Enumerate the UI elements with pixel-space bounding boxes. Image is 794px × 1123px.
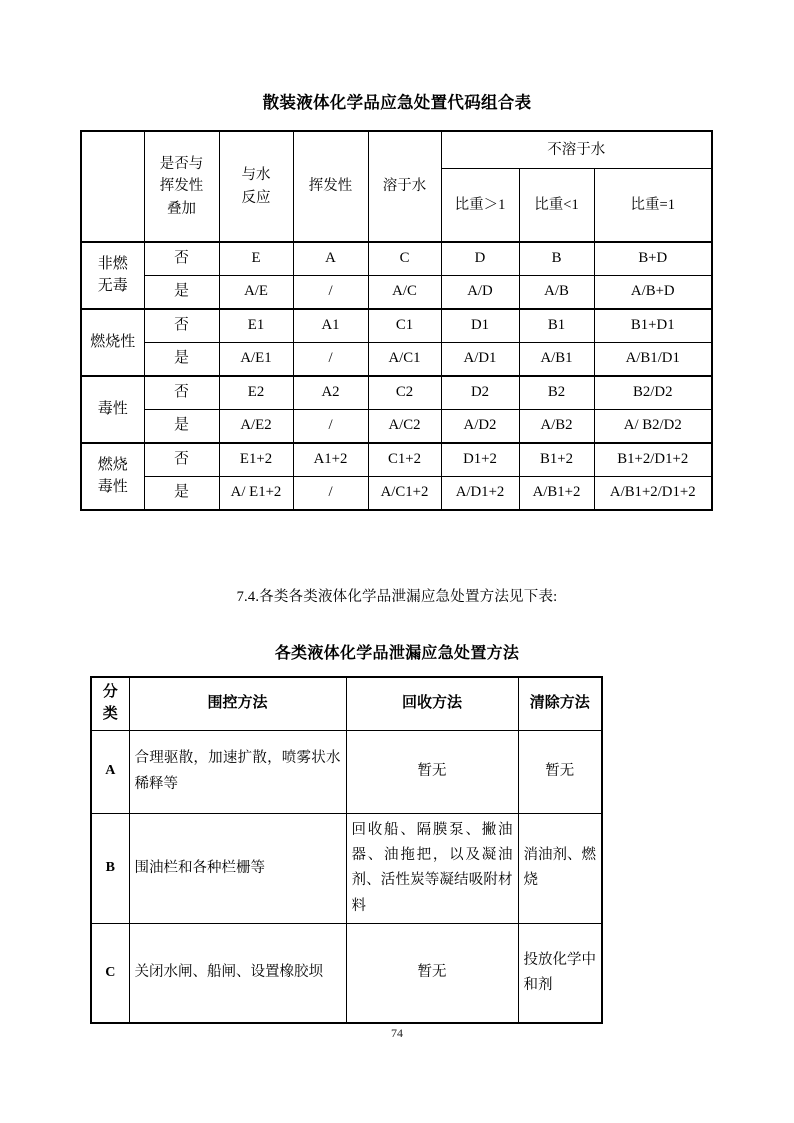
cell-category: C — [91, 924, 129, 1024]
cell-overlay: 是 — [144, 343, 219, 377]
header-insoluble-group: 不溶于水 — [441, 131, 712, 169]
cell-eq1: A/ B2/D2 — [594, 410, 712, 444]
cell-soluble: A/C2 — [368, 410, 441, 444]
header-density-lt-1: 比重<1 — [519, 169, 594, 243]
table-header-row-1 — [81, 131, 712, 169]
cell-eq1: B+D — [594, 242, 712, 276]
header-containment: 围控方法 — [129, 677, 346, 730]
cell-react: A/E2 — [219, 410, 293, 444]
cell-soluble: C2 — [368, 376, 441, 410]
cell-eq1: A/B1+2/D1+2 — [594, 477, 712, 511]
cell-gt1: D2 — [441, 376, 519, 410]
row-group-label-0 — [81, 242, 144, 309]
table-row — [91, 730, 602, 813]
cell-containment: 关闭水闸、船闸、设置橡胶坝 — [129, 924, 346, 1024]
cell-soluble: C1 — [368, 309, 441, 343]
header-category: 分类 — [91, 677, 129, 730]
cell-containment: 围油栏和各种栏栅等 — [129, 813, 346, 924]
cell-lt1: B1+2 — [519, 443, 594, 477]
row-group-label-3-line-1: 燃烧 — [97, 456, 128, 473]
cell-category: B — [91, 813, 129, 924]
cell-volatile: A1+2 — [293, 443, 368, 477]
cell-containment: 合理驱散，加速扩散，喷雾状水稀释等 — [129, 730, 346, 813]
code-combination-table — [80, 130, 713, 511]
row-group-label-2-line-1: 毒性 — [97, 400, 128, 417]
row-group-label-0-line-1: 非燃 — [97, 255, 128, 272]
cell-react: E1+2 — [219, 443, 293, 477]
cell-soluble: A/C — [368, 276, 441, 310]
table-row — [81, 242, 712, 276]
header-soluble-in-water: 溶于水 — [368, 131, 441, 242]
cell-volatile: / — [293, 276, 368, 310]
cell-gt1: D — [441, 242, 519, 276]
cell-recovery: 暂无 — [346, 924, 518, 1024]
cell-volatile: A — [293, 242, 368, 276]
row-group-label-1 — [81, 309, 144, 376]
page-number: 74 — [391, 1026, 403, 1040]
cell-gt1: A/D2 — [441, 410, 519, 444]
cell-recovery: 暂无 — [346, 730, 518, 813]
cell-react: E1 — [219, 309, 293, 343]
cell-overlay: 是 — [144, 410, 219, 444]
cell-react: A/ E1+2 — [219, 477, 293, 511]
table-row — [81, 376, 712, 410]
cell-react: A/E — [219, 276, 293, 310]
section-paragraph-7-4: 7.4.各类各类液体化学品泄漏应急处置方法见下表: — [236, 589, 558, 605]
cell-overlay: 是 — [144, 276, 219, 310]
header-overlay-line-3: 叠加 — [167, 200, 196, 217]
cell-removal: 消油剂、燃烧 — [518, 813, 602, 924]
header-water-reaction-line-1: 与水 — [241, 167, 271, 184]
cell-soluble: C — [368, 242, 441, 276]
header-recovery: 回收方法 — [346, 677, 518, 730]
table-row — [91, 924, 602, 1024]
table-row — [81, 443, 712, 477]
cell-eq1: B2/D2 — [594, 376, 712, 410]
table-row — [81, 343, 712, 377]
header-water-reaction — [219, 131, 293, 242]
cell-volatile: A2 — [293, 376, 368, 410]
cell-eq1: B1+D1 — [594, 309, 712, 343]
table-row — [81, 309, 712, 343]
cell-gt1: A/D — [441, 276, 519, 310]
cell-soluble: A/C1 — [368, 343, 441, 377]
cell-removal: 投放化学中和剂 — [518, 924, 602, 1024]
header-removal: 清除方法 — [518, 677, 602, 730]
row-group-label-1-line-1: 燃烧性 — [90, 333, 136, 350]
cell-gt1: A/D1 — [441, 343, 519, 377]
header-overlay — [144, 131, 219, 242]
cell-category: A — [91, 730, 129, 813]
header-water-reaction-line-2: 反应 — [241, 189, 271, 206]
cell-lt1: B2 — [519, 376, 594, 410]
header-corner-cell — [81, 131, 144, 242]
header-overlay-line-1: 是否与 — [159, 155, 204, 172]
table-header-row — [91, 677, 602, 730]
cell-eq1: B1+2/D1+2 — [594, 443, 712, 477]
header-overlay-line-2: 挥发性 — [159, 178, 204, 195]
cell-eq1: A/B1/D1 — [594, 343, 712, 377]
header-density-gt-1: 比重＞1 — [441, 169, 519, 243]
cell-lt1: A/B1+2 — [519, 477, 594, 511]
cell-react: A/E1 — [219, 343, 293, 377]
cell-overlay: 是 — [144, 477, 219, 511]
cell-lt1: B1 — [519, 309, 594, 343]
row-group-label-3-line-2: 毒性 — [97, 478, 128, 495]
header-density-eq-1: 比重=1 — [594, 169, 712, 243]
header-volatility: 挥发性 — [293, 131, 368, 242]
table-row — [91, 813, 602, 924]
cell-volatile: / — [293, 343, 368, 377]
table-row — [81, 477, 712, 511]
cell-volatile: A1 — [293, 309, 368, 343]
cell-volatile: / — [293, 410, 368, 444]
row-group-label-3 — [81, 443, 144, 510]
cell-react: E2 — [219, 376, 293, 410]
cell-lt1: A/B — [519, 276, 594, 310]
cell-soluble: C1+2 — [368, 443, 441, 477]
cell-lt1: B — [519, 242, 594, 276]
cell-react: E — [219, 242, 293, 276]
row-group-label-0-line-2: 无毒 — [97, 277, 128, 294]
cell-recovery: 回收船、隔膜泵、撇油器、油拖把，以及凝油剂、活性炭等凝结吸附材料 — [346, 813, 518, 924]
page-title-methods-table: 各类液体化学品泄漏应急处置方法 — [274, 645, 520, 662]
cell-overlay: 否 — [144, 309, 219, 343]
cell-overlay: 否 — [144, 443, 219, 477]
cell-lt1: A/B1 — [519, 343, 594, 377]
cell-overlay: 否 — [144, 242, 219, 276]
cell-gt1: D1 — [441, 309, 519, 343]
cell-eq1: A/B+D — [594, 276, 712, 310]
page-title-code-table: 散装液体化学品应急处置代码组合表 — [262, 93, 532, 112]
cell-removal: 暂无 — [518, 730, 602, 813]
cell-volatile: / — [293, 477, 368, 511]
disposal-methods-table — [90, 676, 603, 1024]
cell-gt1: D1+2 — [441, 443, 519, 477]
table-row — [81, 410, 712, 444]
table-row — [81, 276, 712, 310]
cell-lt1: A/B2 — [519, 410, 594, 444]
row-group-label-2 — [81, 376, 144, 443]
cell-soluble: A/C1+2 — [368, 477, 441, 511]
cell-overlay: 否 — [144, 376, 219, 410]
cell-gt1: A/D1+2 — [441, 477, 519, 511]
